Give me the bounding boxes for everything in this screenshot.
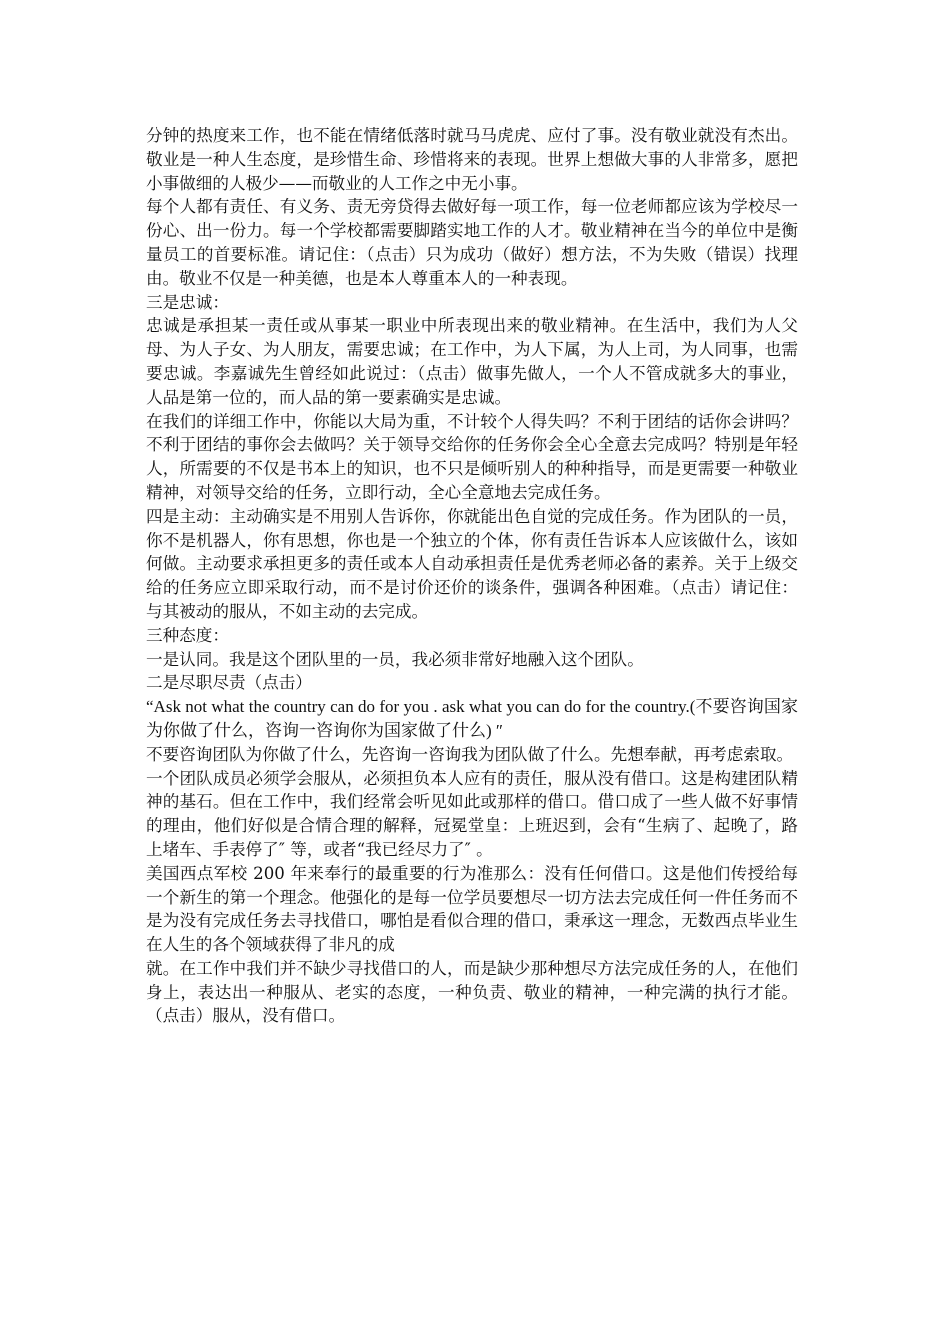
heading-three-attitudes: 三种态度： [146,625,229,645]
paragraph-no-excuses: 一个团队成员必须学会服从，必须担负本人应有的责任，服从没有借口。这是构建团队精神的基石。但在工作中，我们经常会听见如此或那样的借口。借口成了一些人做不好事情的理由，他们好似是合情合理的解释，冠冕堂皇：上班迟到，会有“生病了、起晚了，路上堵车、手表停了″ 等，或者“我已经尽力了″ 。 [146,768,798,859]
paragraph-conclusion: 就。在工作中我们并不缺少寻找借口的人，而是缺少那种想尽方法完成任务的人，在他们身上，表达出一种服从、老实的态度，一种负责、敬业的精神，一种完满的执行才能。（点击）服从，没有借口。 [146,958,798,1026]
paragraph-west-point: 美国西点军校 200 年来奉行的最重要的行为准那么：没有任何借口。这是他们传授给每一个新生的第一个理念。他强化的是每一位学员要想尽一切方法去完成任何一件任务而不是为没有完成任务去寻找借口，哪怕是看似合理的借口，秉承这一理念，无数西点毕业生在人生的各个领域获得了非凡的成 [146,863,798,955]
paragraph-quote: “Ask not what the country can do for you . ask what you can do for the country.(不要咨询国家为你做了什么，咨询一咨询你为国家做了什么) ″ [146,697,798,740]
paragraph-contribution: 不要咨询团队为你做了什么，先咨询一咨询我为团队做了什么。先想奉献，再考虑索取。 [146,744,794,764]
heading-loyalty: 三是忠诚： [146,292,229,312]
paragraph-dedication-attitude: 分钟的热度来工作，也不能在情绪低落时就马马虎虎、应付了事。没有敬业就没有杰出。敬业是一种人生态度，是珍惜生命、珍惜将来的表现。世界上想做大事的人非常多，愿把小事做细的人极少——而敬业的人工作之中无小事。 [146,126,798,193]
paragraph-responsibility: 每个人都有责任、有义务、责无旁贷得去做好每一项工作，每一位老师都应该为学校尽一份心、出一份力。每一个学校都需要脚踏实地工作的人才。敬业精神在当今的单位中是衡量员工的首要标准。请记住：（点击）只为成功（做好）想方法，不为失败（错误）找理由。敬业不仅是一种美德，也是本人尊重本人的一种表现。 [146,197,798,288]
paragraph-big-picture: 在我们的详细工作中，你能以大局为重，不计较个人得失吗？不利于团结的话你会讲吗？不利于团结的事你会去做吗？关于领导交给你的任务你会全心全意去完成吗？特别是年轻人，所需要的不仅是书本上的知识，也不只是倾听别人的种种指导，而是更需要一种敬业精神，对领导交给的任务，立即行动，全心全意地去完成任务。 [146,411,798,502]
paragraph-initiative: 四是主动：主动确实是不用别人告诉你，你就能出色自觉的完成任务。作为团队的一员，你不是机器人，你有思想，你也是一个独立的个体，你有责任告诉本人应该做什么，该如何做。主动要求承担更多的责任或本人自动承担责任是优秀老师必备的素养。关于上级交给的任务应立即采取行动，而不是讨价还价的谈条件，强调各种困难。（点击）请记住：与其被动的服从，不如主动的去完成。 [146,506,798,621]
paragraph-loyalty: 忠诚是承担某一责任或从事某一职业中所表现出来的敬业精神。在生活中，我们为人父母、为人子女、为人朋友，需要忠诚；在工作中，为人下属，为人上司，为人同事，也需要忠诚。李嘉诚先生曾经如此说过：（点击）做事先做人，一个人不管成就多大的事业，人品是第一位的，而人品的第一要素确实是忠诚。 [146,316,798,407]
paragraph-identification: 一是认同。我是这个团队里的一员，我必须非常好地融入这个团队。 [146,649,644,669]
heading-due-diligence: 二是尽职尽责（点击） [146,673,312,693]
document-body [146,124,798,1028]
